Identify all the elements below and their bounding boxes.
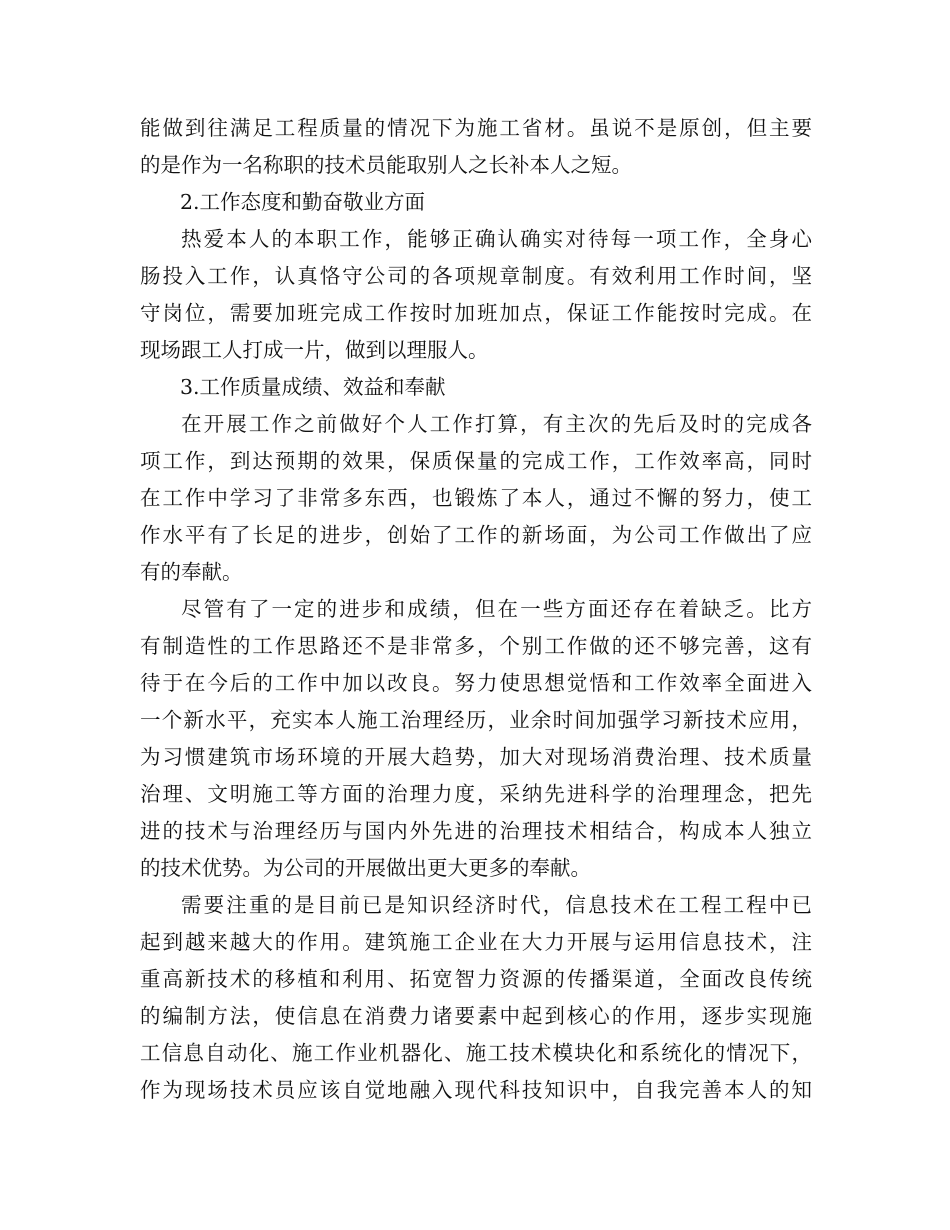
text-line: 在开展工作之前做好个人工作打算，有主次的先后及时的完成各 bbox=[181, 412, 812, 436]
text-line: 有的奉献。 bbox=[140, 560, 243, 584]
text-line: 为习惯建筑市场环境的开展大趋势，加大对现场消费治理、技术质量 bbox=[140, 745, 812, 769]
text-line: 的是作为一名称职的技术员能取别人之长补本人之短。 bbox=[140, 153, 632, 177]
text-line: 治理、文明施工等方面的治理力度，采纳先进科学的治理理念，把先 bbox=[140, 782, 812, 806]
text-line: 工信息自动化、施工作业机器化、施工技术模块化和系统化的情况下， bbox=[140, 1041, 812, 1065]
text-line: 起到越来越大的作用。建筑施工企业在大力开展与运用信息技术，注 bbox=[140, 930, 812, 954]
text-line: 一个新水平，充实本人施工治理经历，业余时间加强学习新技术应用， bbox=[140, 708, 812, 732]
section-heading: 2.工作态度和勤奋敬业方面 bbox=[180, 190, 426, 214]
text-line: 作为现场技术员应该自觉地融入现代科技知识中，自我完善本人的知 bbox=[140, 1078, 812, 1102]
text-line: 重高新技术的移植和利用、拓宽智力资源的传播渠道，全面改良传统 bbox=[140, 967, 812, 991]
section-heading: 3.工作质量成绩、效益和奉献 bbox=[180, 375, 446, 399]
text-line: 有制造性的工作思路还不是非常多，个别工作做的还不够完善，这有 bbox=[140, 634, 812, 658]
text-line: 尽管有了一定的进步和成绩，但在一些方面还存在着缺乏。比方 bbox=[181, 597, 812, 621]
text-line: 肠投入工作，认真恪守公司的各项规章制度。有效利用工作时间，坚 bbox=[140, 264, 812, 288]
body-text bbox=[140, 110, 812, 1109]
text-line: 现场跟工人打成一片，做到以理服人。 bbox=[140, 338, 489, 362]
text-line: 待于在今后的工作中加以改良。努力使思想觉悟和工作效率全面进入 bbox=[140, 671, 812, 695]
text-line: 需要注重的是目前已是知识经济时代，信息技术在工程工程中已 bbox=[181, 893, 812, 917]
text-line: 的编制方法，使信息在消费力诸要素中起到核心的作用，逐步实现施 bbox=[140, 1004, 812, 1028]
text-line: 能做到往满足工程质量的情况下为施工省材。虽说不是原创，但主要 bbox=[140, 116, 812, 140]
text-line: 在工作中学习了非常多东西，也锻炼了本人，通过不懈的努力，使工 bbox=[140, 486, 812, 510]
text-line: 热爱本人的本职工作，能够正确认确实对待每一项工作，全身心 bbox=[181, 227, 812, 251]
text-line: 守岗位，需要加班完成工作按时加班加点，保证工作能按时完成。在 bbox=[140, 301, 812, 325]
text-line: 项工作，到达预期的效果，保质保量的完成工作，工作效率高，同时 bbox=[140, 449, 812, 473]
text-line: 进的技术与治理经历与国内外先进的治理技术相结合，构成本人独立 bbox=[140, 819, 812, 843]
text-line: 作水平有了长足的进步，创始了工作的新场面，为公司工作做出了应 bbox=[140, 523, 812, 547]
text-line: 的技术优势。为公司的开展做出更大更多的奉献。 bbox=[140, 856, 591, 880]
